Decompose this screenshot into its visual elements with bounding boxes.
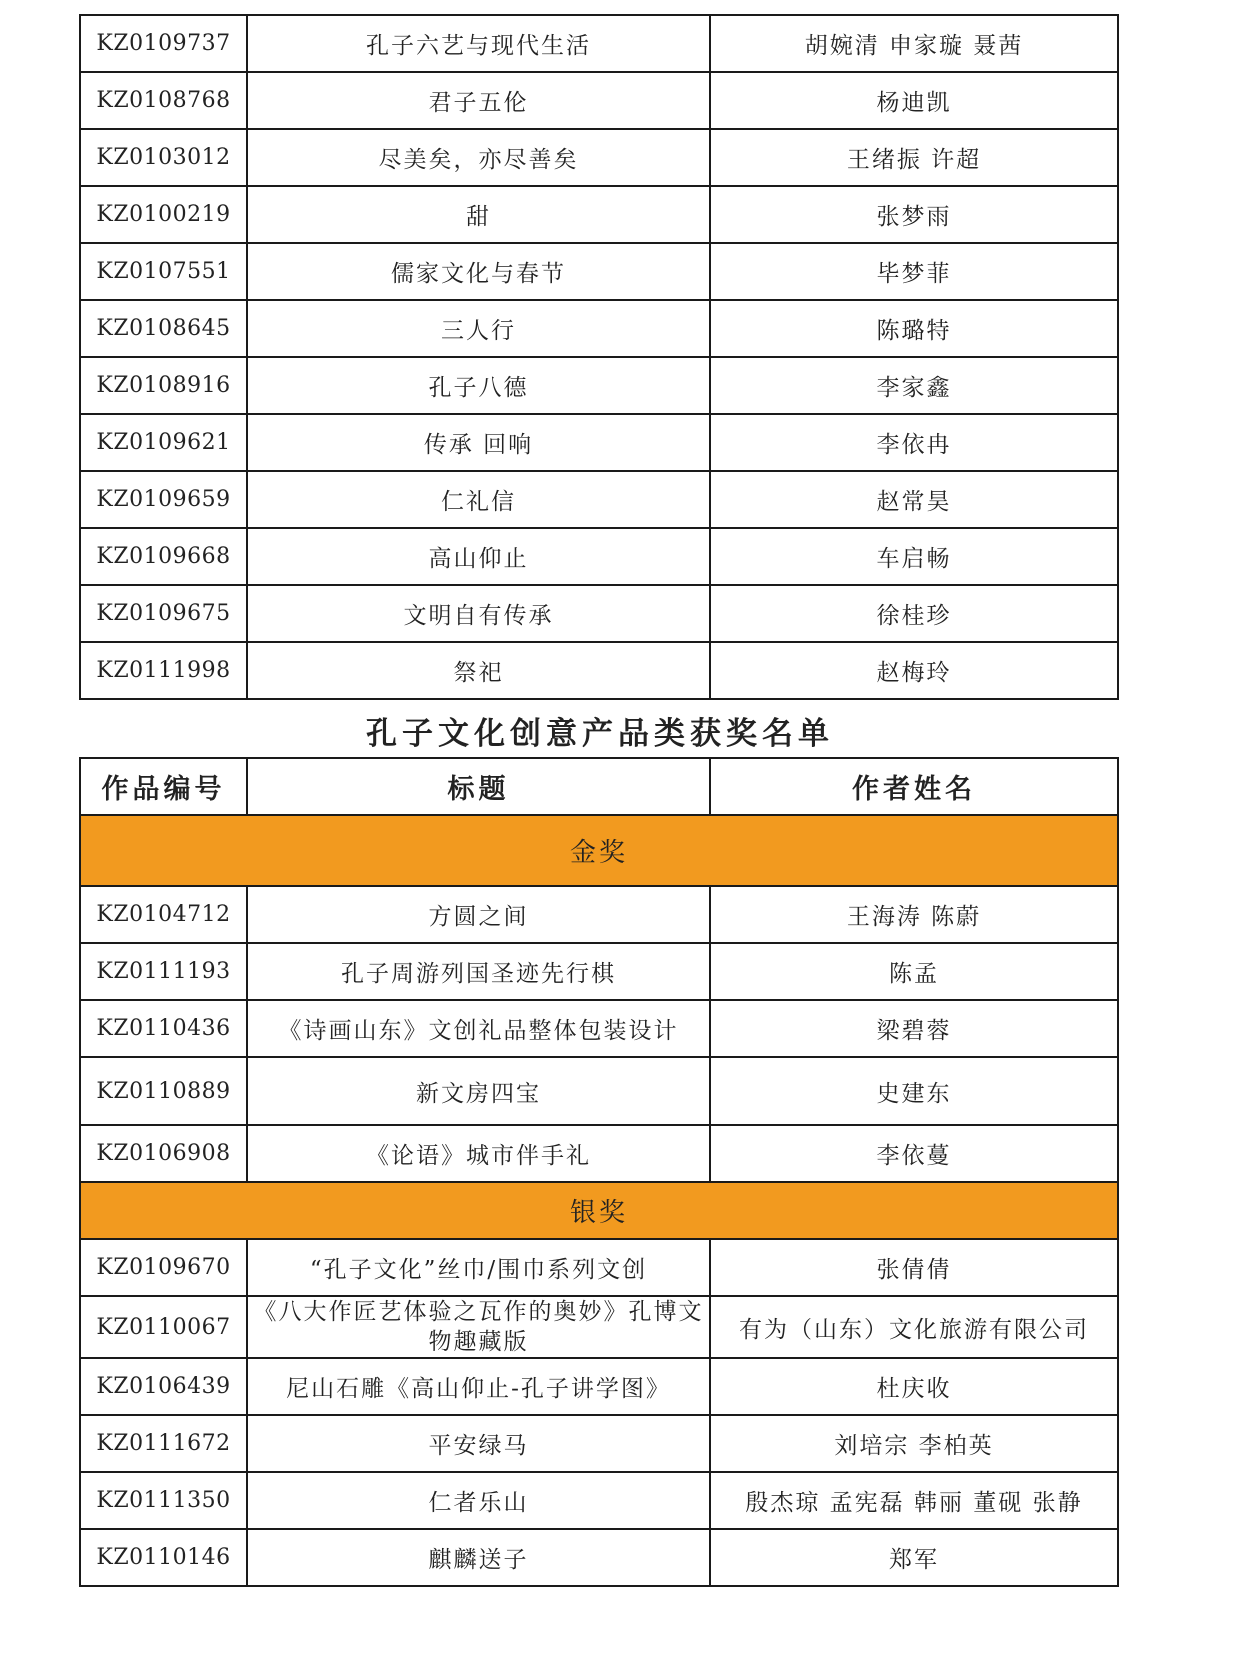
table-row	[80, 243, 1118, 300]
title-cell: 尼山石雕《高山仰止-孔子讲学图》	[247, 1358, 710, 1415]
table-row	[80, 357, 1118, 414]
author-cell: 杨迪凯	[710, 72, 1118, 129]
code-cell: KZ0111998	[80, 642, 247, 699]
code-cell: KZ0106908	[80, 1125, 247, 1182]
author-cell: 赵梅玲	[710, 642, 1118, 699]
author-cell: 郑军	[710, 1529, 1118, 1586]
title-cell: “孔子文化”丝巾/围巾系列文创	[247, 1239, 710, 1296]
code-cell: KZ0110436	[80, 1000, 247, 1057]
author-cell: 陈璐特	[710, 300, 1118, 357]
table-row	[80, 1529, 1118, 1586]
title-cell: 孔子周游列国圣迹先行棋	[247, 943, 710, 1000]
table-row	[80, 72, 1118, 129]
header-code: 作品编号	[80, 758, 247, 815]
title-cell: 儒家文化与春节	[247, 243, 710, 300]
title-cell: 甜	[247, 186, 710, 243]
table-row	[80, 15, 1118, 72]
table-row	[80, 1239, 1118, 1296]
author-cell: 杜庆收	[710, 1358, 1118, 1415]
author-cell: 有为（山东）文化旅游有限公司	[710, 1296, 1118, 1358]
header-title: 标题	[247, 758, 710, 815]
title-cell: 《论语》城市伴手礼	[247, 1125, 710, 1182]
table-row	[80, 886, 1118, 943]
title-cell: 仁礼信	[247, 471, 710, 528]
table-row	[80, 1415, 1118, 1472]
author-cell: 梁碧蓉	[710, 1000, 1118, 1057]
title-cell: 孔子六艺与现代生活	[247, 15, 710, 72]
table-row	[80, 528, 1118, 585]
silver-award-label: 银奖	[80, 1182, 1118, 1239]
table-row	[80, 1472, 1118, 1529]
code-cell: KZ0103012	[80, 129, 247, 186]
creative-products-award-table	[79, 757, 1119, 1587]
table-row	[80, 1125, 1118, 1182]
code-cell: KZ0100219	[80, 186, 247, 243]
code-cell: KZ0108645	[80, 300, 247, 357]
title-cell: 新文房四宝	[247, 1057, 710, 1125]
title-cell: 文明自有传承	[247, 585, 710, 642]
author-cell: 李依蔓	[710, 1125, 1118, 1182]
results-table-continued	[79, 14, 1119, 700]
code-cell: KZ0107551	[80, 243, 247, 300]
code-cell: KZ0111193	[80, 943, 247, 1000]
code-cell: KZ0108768	[80, 72, 247, 129]
header-author: 作者姓名	[710, 758, 1118, 815]
author-cell: 胡婉清 申家璇 聂茜	[710, 15, 1118, 72]
code-cell: KZ0109670	[80, 1239, 247, 1296]
title-cell: 尽美矣，亦尽善矣	[247, 129, 710, 186]
code-cell: KZ0106439	[80, 1358, 247, 1415]
author-cell: 陈孟	[710, 943, 1118, 1000]
author-cell: 李家鑫	[710, 357, 1118, 414]
table-row	[80, 642, 1118, 699]
author-cell: 王绪振 许超	[710, 129, 1118, 186]
code-cell: KZ0104712	[80, 886, 247, 943]
table-row	[80, 1358, 1118, 1415]
code-cell: KZ0109737	[80, 15, 247, 72]
code-cell: KZ0109659	[80, 471, 247, 528]
title-cell: 祭祀	[247, 642, 710, 699]
code-cell: KZ0109621	[80, 414, 247, 471]
section-title: 孔子文化创意产品类获奖名单	[366, 716, 834, 752]
code-cell: KZ0110067	[80, 1296, 247, 1358]
table-row	[80, 943, 1118, 1000]
author-cell: 赵常昊	[710, 471, 1118, 528]
author-cell: 殷杰琼 孟宪磊 韩丽 董砚 张静	[710, 1472, 1118, 1529]
author-cell: 李依冉	[710, 414, 1118, 471]
gold-award-label: 金奖	[80, 815, 1118, 886]
table-row	[80, 300, 1118, 357]
code-cell: KZ0111672	[80, 1415, 247, 1472]
table-row	[80, 1057, 1118, 1125]
table-row	[80, 1000, 1118, 1057]
gold-award-band	[80, 815, 1118, 886]
title-cell: 三人行	[247, 300, 710, 357]
title-cell: 高山仰止	[247, 528, 710, 585]
title-cell: 麒麟送子	[247, 1529, 710, 1586]
code-cell: KZ0109668	[80, 528, 247, 585]
title-cell: 传承 回响	[247, 414, 710, 471]
title-cell: 君子五伦	[247, 72, 710, 129]
table-header-row	[80, 758, 1118, 815]
title-cell: 仁者乐山	[247, 1472, 710, 1529]
title-cell: 《八大作匠艺体验之瓦作的奥妙》孔博文物趣藏版	[247, 1296, 710, 1358]
silver-award-band	[80, 1182, 1118, 1239]
code-cell: KZ0111350	[80, 1472, 247, 1529]
table-row	[80, 186, 1118, 243]
code-cell: KZ0110889	[80, 1057, 247, 1125]
author-cell: 刘培宗 李柏英	[710, 1415, 1118, 1472]
code-cell: KZ0109675	[80, 585, 247, 642]
title-cell: 平安绿马	[247, 1415, 710, 1472]
code-cell: KZ0110146	[80, 1529, 247, 1586]
author-cell: 毕梦菲	[710, 243, 1118, 300]
table-row	[80, 414, 1118, 471]
table-row	[80, 129, 1118, 186]
table-row	[80, 585, 1118, 642]
author-cell: 张梦雨	[710, 186, 1118, 243]
title-cell: 《诗画山东》文创礼品整体包装设计	[247, 1000, 710, 1057]
title-cell: 方圆之间	[247, 886, 710, 943]
title-cell: 孔子八德	[247, 357, 710, 414]
table-row	[80, 471, 1118, 528]
author-cell: 王海涛 陈蔚	[710, 886, 1118, 943]
code-cell: KZ0108916	[80, 357, 247, 414]
author-cell: 车启畅	[710, 528, 1118, 585]
author-cell: 史建东	[710, 1057, 1118, 1125]
author-cell: 徐桂珍	[710, 585, 1118, 642]
author-cell: 张倩倩	[710, 1239, 1118, 1296]
table-row	[80, 1296, 1118, 1358]
